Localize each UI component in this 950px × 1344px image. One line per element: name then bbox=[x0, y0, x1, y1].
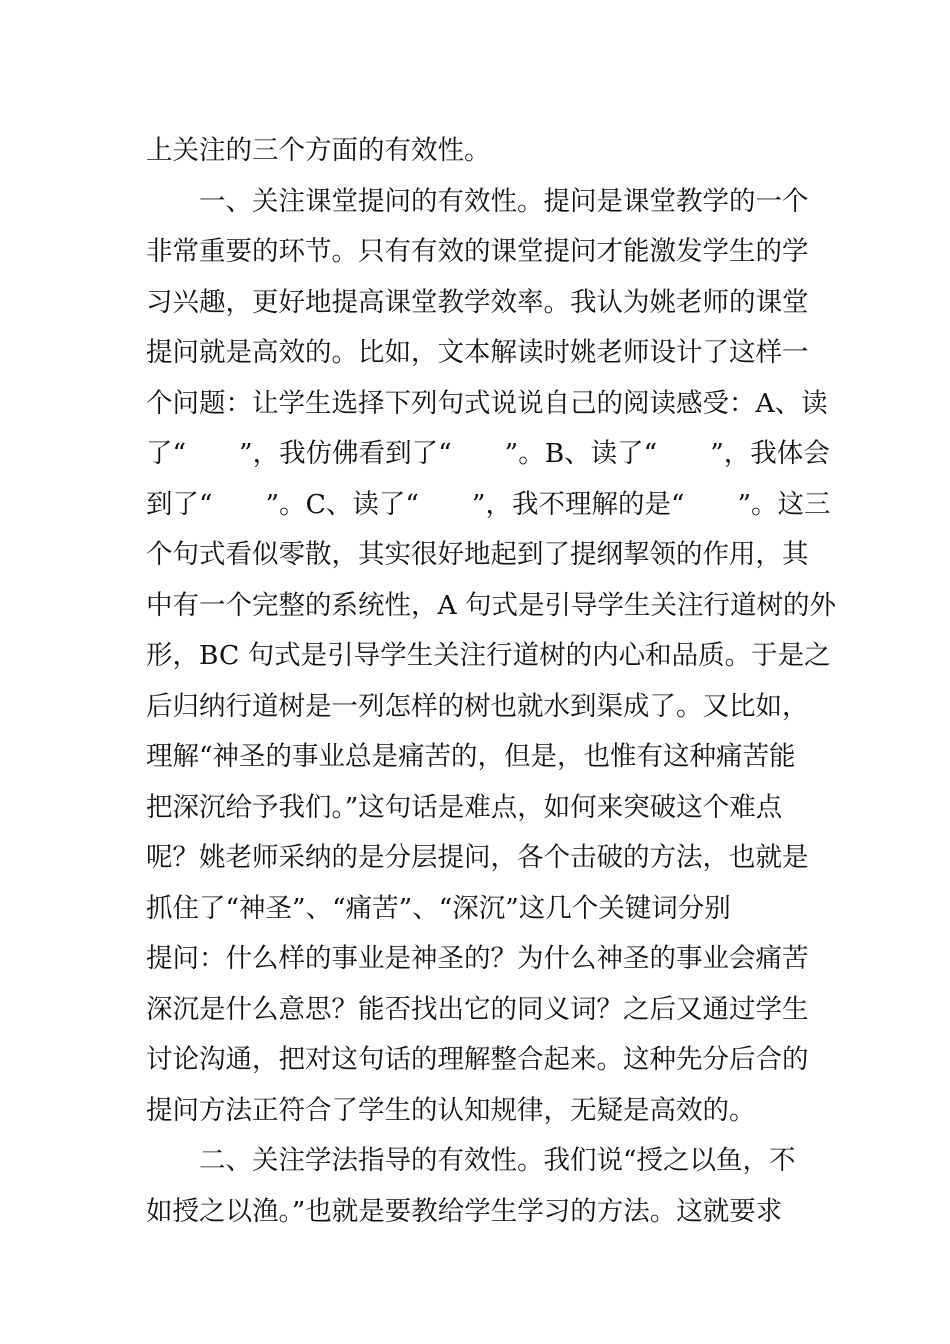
text-line: 习兴趣，更好地提高课堂教学效率。我认为姚老师的课堂 bbox=[146, 286, 809, 318]
text-line: 一、关注课堂提问的有效性。提问是课堂教学的一个 bbox=[146, 185, 809, 217]
text-line: 非常重要的环节。只有有效的课堂提问才能激发学生的学 bbox=[146, 236, 809, 267]
text-line: 提问方法正符合了学生的认知规律，无疑是高效的。 bbox=[146, 1094, 756, 1126]
body-text bbox=[146, 126, 837, 1237]
text-line: 形，BC 句式是引导学生关注行道树的内心和品质。于是之 bbox=[146, 640, 831, 671]
text-line: 个问题：让学生选择下列句式说说自己的阅读感受：A、读 bbox=[146, 387, 828, 419]
text-line: 上关注的三个方面的有效性。 bbox=[146, 135, 491, 166]
text-line: 理解“神圣的事业总是痛苦的，但是，也惟有这种痛苦能 bbox=[146, 741, 796, 772]
text-line: 把深沉给予我们。”这句话是难点，如何来突破这个难点 bbox=[146, 791, 783, 823]
text-line: 到了“ ”。C、读了“ ”，我不理解的是“ ”。这三 bbox=[146, 488, 831, 520]
text-line: 呢？姚老师采纳的是分层提问，各个击破的方法，也就是 bbox=[146, 842, 809, 873]
text-line: 如授之以渔。”也就是要教给学生学习的方法。这就要求 bbox=[146, 1195, 783, 1227]
text-line: 抓住了“神圣”、“痛苦”、“深沉”这几个关键词分别 bbox=[146, 892, 731, 924]
text-line: 讨论沟通，把对这句话的理解整合起来。这种先分后合的 bbox=[146, 1044, 809, 1075]
text-line: 了“ ”，我仿佛看到了“ ”。B、读了“ ”，我体会 bbox=[146, 438, 830, 469]
text-line: 二、关注学法指导的有效性。我们说“授之以鱼，不 bbox=[146, 1145, 796, 1176]
text-line: 中有一个完整的系统性，A 句式是引导学生关注行道树的外 bbox=[146, 589, 837, 621]
text-line: 深沉是什么意思？能否找出它的同义词？之后又通过学生 bbox=[146, 993, 809, 1025]
text-line: 提问：什么样的事业是神圣的？为什么神圣的事业会痛苦 bbox=[146, 943, 809, 974]
text-line: 个句式看似零散，其实很好地起到了提纲挈领的作用，其 bbox=[146, 539, 809, 570]
text-line: 提问就是高效的。比如，文本解读时姚老师设计了这样一 bbox=[146, 337, 809, 368]
text-line: 后归纳行道树是一列怎样的树也就水到渠成了。又比如， bbox=[146, 690, 809, 722]
